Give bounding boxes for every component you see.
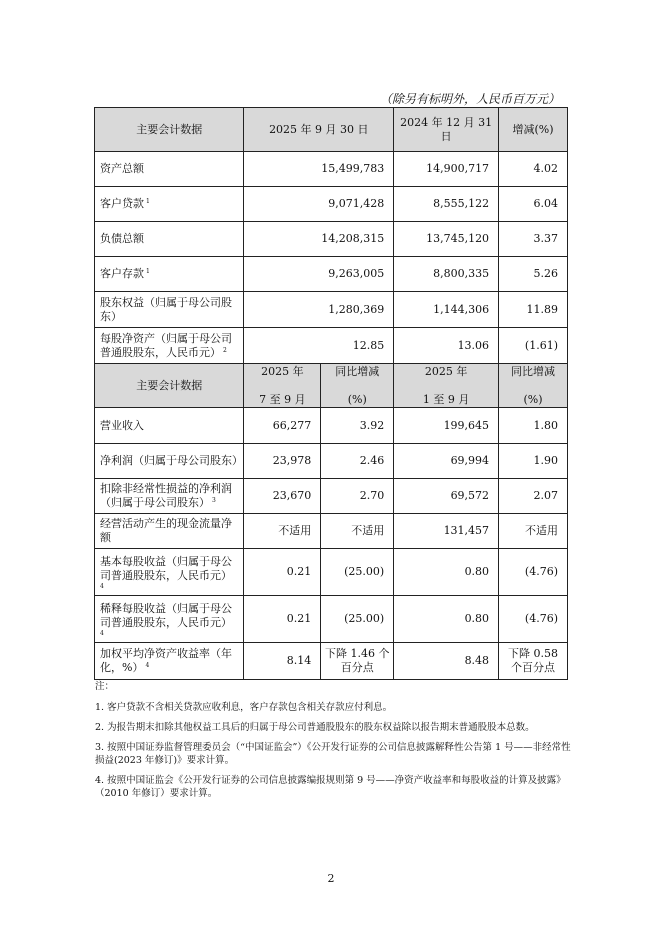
row-change: 5.26 [499, 257, 568, 292]
row-value-current: 12.85 [244, 328, 394, 364]
footnote-2: 2. 为报告期末扣除其他权益工具后的归属于母公司普通股股东的股东权益除以报告期末普通股股本总数。 [95, 722, 535, 733]
row-label: 客户贷款 $^1$ [95, 187, 244, 222]
row-value-prior: 8,800,335 [394, 257, 499, 292]
row-label: 每股净资产（归属于母公司普通股股东，人民币元） $^2$ [95, 328, 244, 364]
row-ytd-value: 199,645 [394, 408, 499, 444]
row-label: 基本每股收益（归属于母公司普通股股东，人民币元） 4 [95, 549, 244, 596]
unit-caption: （除另有标明外，人民币百万元） [379, 92, 560, 106]
row-ytd-value: 0.80 [394, 549, 499, 596]
table-row [95, 596, 568, 643]
table-row [95, 152, 568, 187]
row-label: 经营活动产生的现金流量净额 [95, 514, 244, 549]
table-row [95, 514, 568, 549]
table-row [95, 479, 568, 514]
row-ytd-value: 69,994 [394, 444, 499, 479]
row-ytd-change: (4.76) [499, 596, 568, 643]
table2-header-quarter: 2025 年 7 至 9 月 [244, 364, 321, 408]
row-quarter-change: 不适用 [321, 514, 394, 549]
footnotes-title: 注： [95, 681, 115, 692]
footnote-3: 3. 按照中国证券监督管理委员会（“中国证监会”）《公开发行证券的公司信息披露解释性公告第 1 号——非经常性损益(2023 年修订)》要求计算。 [95, 742, 571, 766]
row-quarter-change: 2.70 [321, 479, 394, 514]
row-quarter-value: 不适用 [244, 514, 321, 549]
row-value-current: 9,071,428 [244, 187, 394, 222]
row-change: 4.02 [499, 152, 568, 187]
row-quarter-value: 0.21 [244, 549, 321, 596]
table1-header-date2: 2024 年 12 月 31 日 [394, 108, 499, 152]
row-ytd-change: 1.90 [499, 444, 568, 479]
row-label: 营业收入 [95, 408, 244, 444]
row-value-prior: 14,900,717 [394, 152, 499, 187]
row-ytd-change: 1.80 [499, 408, 568, 444]
table2-header-ytd-yoy: 同比增减 (%) [499, 364, 568, 408]
row-value-prior: 1,144,306 [394, 292, 499, 328]
footnote-1: 1. 客户贷款不含相关贷款应收利息，客户存款包含相关存款应付利息。 [95, 702, 393, 713]
table2-header-row [95, 364, 568, 408]
row-quarter-change: 3.92 [321, 408, 394, 444]
table-row [95, 292, 568, 328]
table1-header-change: 增减(%) [499, 108, 568, 152]
table1-header-date1: 2025 年 9 月 30 日 [244, 108, 394, 152]
table2-header-item: 主要会计数据 [95, 364, 244, 408]
table-row [95, 187, 568, 222]
row-value-current: 1,280,369 [244, 292, 394, 328]
row-change: 11.89 [499, 292, 568, 328]
row-quarter-value: 0.21 [244, 596, 321, 643]
row-label: 资产总额 [95, 152, 244, 187]
row-value-prior: 13.06 [394, 328, 499, 364]
row-label: 稀释每股收益（归属于母公司普通股股东，人民币元） 4 [95, 596, 244, 643]
row-quarter-value: 8.14 [244, 643, 321, 680]
table1-header-item: 主要会计数据 [95, 108, 244, 152]
row-ytd-change: 不适用 [499, 514, 568, 549]
table-row [95, 643, 568, 680]
row-ytd-value: 0.80 [394, 596, 499, 643]
footnotes [95, 680, 575, 807]
row-value-current: 14,208,315 [244, 222, 394, 257]
table-row [95, 328, 568, 364]
table-row [95, 444, 568, 479]
table-row [95, 222, 568, 257]
row-quarter-value: 23,978 [244, 444, 321, 479]
table-row [95, 408, 568, 444]
table2-header-quarter-yoy: 同比增减 (%) [321, 364, 394, 408]
table-row [95, 257, 568, 292]
row-ytd-value: 8.48 [394, 643, 499, 680]
row-value-prior: 8,555,122 [394, 187, 499, 222]
row-label: 客户存款 $^1$ [95, 257, 244, 292]
row-quarter-change: (25.00) [321, 549, 394, 596]
financial-data-table [94, 107, 568, 680]
row-value-prior: 13,745,120 [394, 222, 499, 257]
row-change: 6.04 [499, 187, 568, 222]
row-quarter-change: 2.46 [321, 444, 394, 479]
row-quarter-value: 66,277 [244, 408, 321, 444]
row-label: 加权平均净资产收益率（年化，%） $^4$ [95, 643, 244, 680]
row-label: 净利润（归属于母公司股东） [95, 444, 244, 479]
row-ytd-change: (4.76) [499, 549, 568, 596]
row-label: 负债总额 [95, 222, 244, 257]
row-quarter-change: (25.00) [321, 596, 394, 643]
table1-header-row [95, 108, 568, 152]
row-ytd-change: 2.07 [499, 479, 568, 514]
row-label: 扣除非经常性损益的净利润（归属于母公司股东） $^3$ [95, 479, 244, 514]
table2-header-ytd: 2025 年 1 至 9 月 [394, 364, 499, 408]
row-ytd-value: 69,572 [394, 479, 499, 514]
row-quarter-change: 下降 1.46 个百分点 [321, 643, 394, 680]
row-value-current: 9,263,005 [244, 257, 394, 292]
table-row [95, 549, 568, 596]
page-number: 2 [327, 872, 335, 885]
footnote-4: 4. 按照中国证监会《公开发行证券的公司信息披露编报规则第 9 号——净资产收益率和每股收益的计算及披露》（2010 年修订）要求计算。 [95, 775, 566, 799]
row-ytd-value: 131,457 [394, 514, 499, 549]
row-ytd-change: 下降 0.58 个百分点 [499, 643, 568, 680]
row-label: 股东权益（归属于母公司股东） [95, 292, 244, 328]
row-change: 3.37 [499, 222, 568, 257]
row-change: (1.61) [499, 328, 568, 364]
row-quarter-value: 23,670 [244, 479, 321, 514]
row-value-current: 15,499,783 [244, 152, 394, 187]
